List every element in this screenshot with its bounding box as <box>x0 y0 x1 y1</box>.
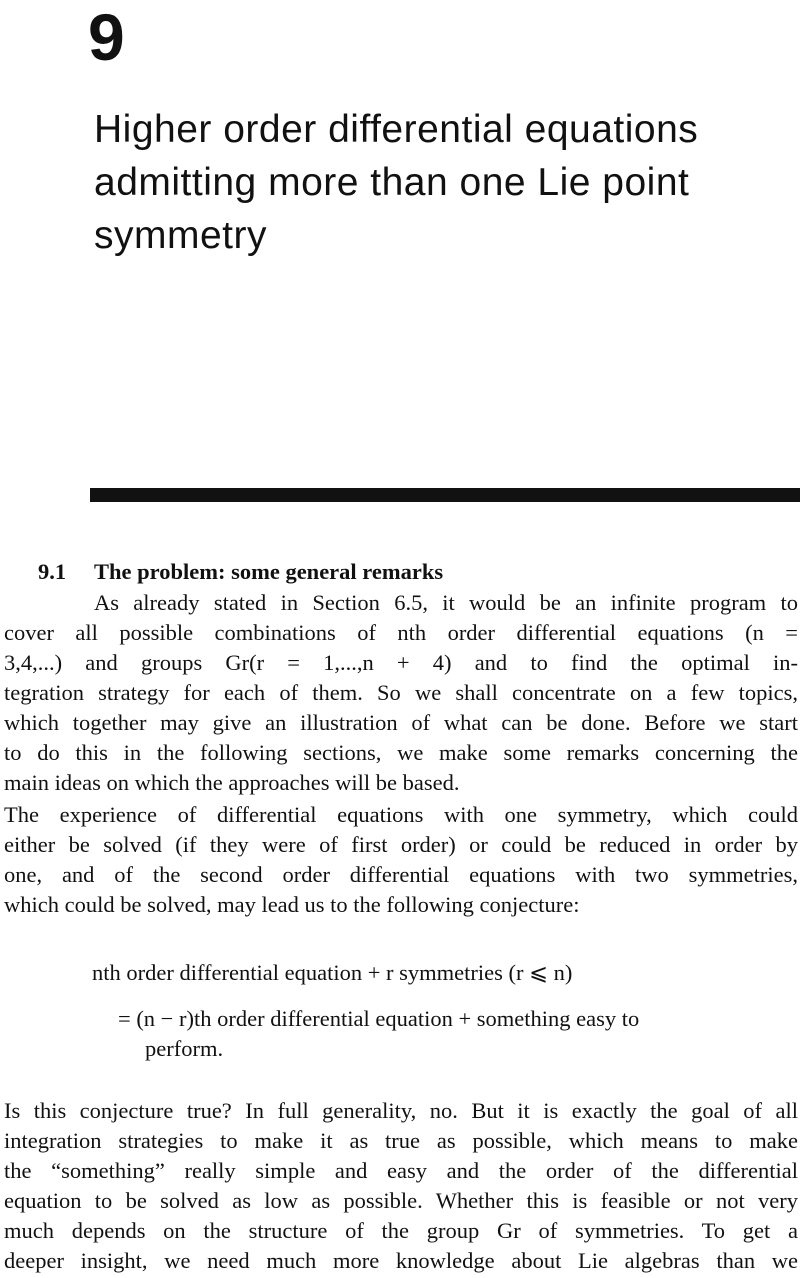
chapter-divider-rule <box>90 488 800 502</box>
text-line: 3,4,...) and groups Gr(r = 1,...,n + 4) and to find the optimal in- <box>4 650 798 675</box>
text-line: cover all possible combinations of nth order differential equations (n = <box>4 620 798 645</box>
text-line: deeper insight, we need much more knowledge about Lie algebras than we <box>4 1248 798 1273</box>
conjecture-line: nth order differential equation + r symmetries (r ⩽ n) <box>92 960 573 985</box>
conjecture-line: perform. <box>145 1036 224 1061</box>
chapter-title-line: symmetry <box>94 214 267 257</box>
chapter-title-line: Higher order differential equations <box>94 108 699 151</box>
section-title: The problem: some general remarks <box>94 559 444 584</box>
conjecture-line: = (n − r)th order differential equation + something easy to <box>118 1006 640 1031</box>
section-heading <box>38 557 443 587</box>
section-number: 9.1 <box>38 559 67 584</box>
text-line: which could be solved, may lead us to the following conjecture: <box>4 892 580 917</box>
text-line: one, and of the second order differential equations with two symmetries, <box>4 862 798 887</box>
text-line: much depends on the structure of the group Gr of symmetries. To get a <box>4 1218 798 1243</box>
text-line: tegration strategy for each of them. So we shall concentrate on a few topics, <box>4 680 798 705</box>
chapter-number: 9 <box>88 0 125 74</box>
text-line: which together may give an illustration of what can be done. Before we start <box>4 710 798 735</box>
text-line: main ideas on which the approaches will be based. <box>4 770 460 795</box>
text-line: As already stated in Section 6.5, it would be an infinite program to <box>94 590 798 615</box>
text-line: the “something” really simple and easy and the order of the differential <box>4 1158 798 1183</box>
text-line: equation to be solved as low as possible. Whether this is feasible or not very <box>4 1188 798 1213</box>
chapter-title-line: admitting more than one Lie point <box>94 161 690 204</box>
text-line: to do this in the following sections, we make some remarks concerning the <box>4 740 798 765</box>
chapter-title <box>94 103 794 262</box>
text-line: The experience of differential equations with one symmetry, which could <box>4 802 798 827</box>
text-line: Is this conjecture true? In full generality, no. But it is exactly the goal of all <box>4 1098 798 1123</box>
text-line: either be solved (if they were of first order) or could be reduced in order by <box>4 832 798 857</box>
text-line: integration strategies to make it as true as possible, which means to make <box>4 1128 798 1153</box>
